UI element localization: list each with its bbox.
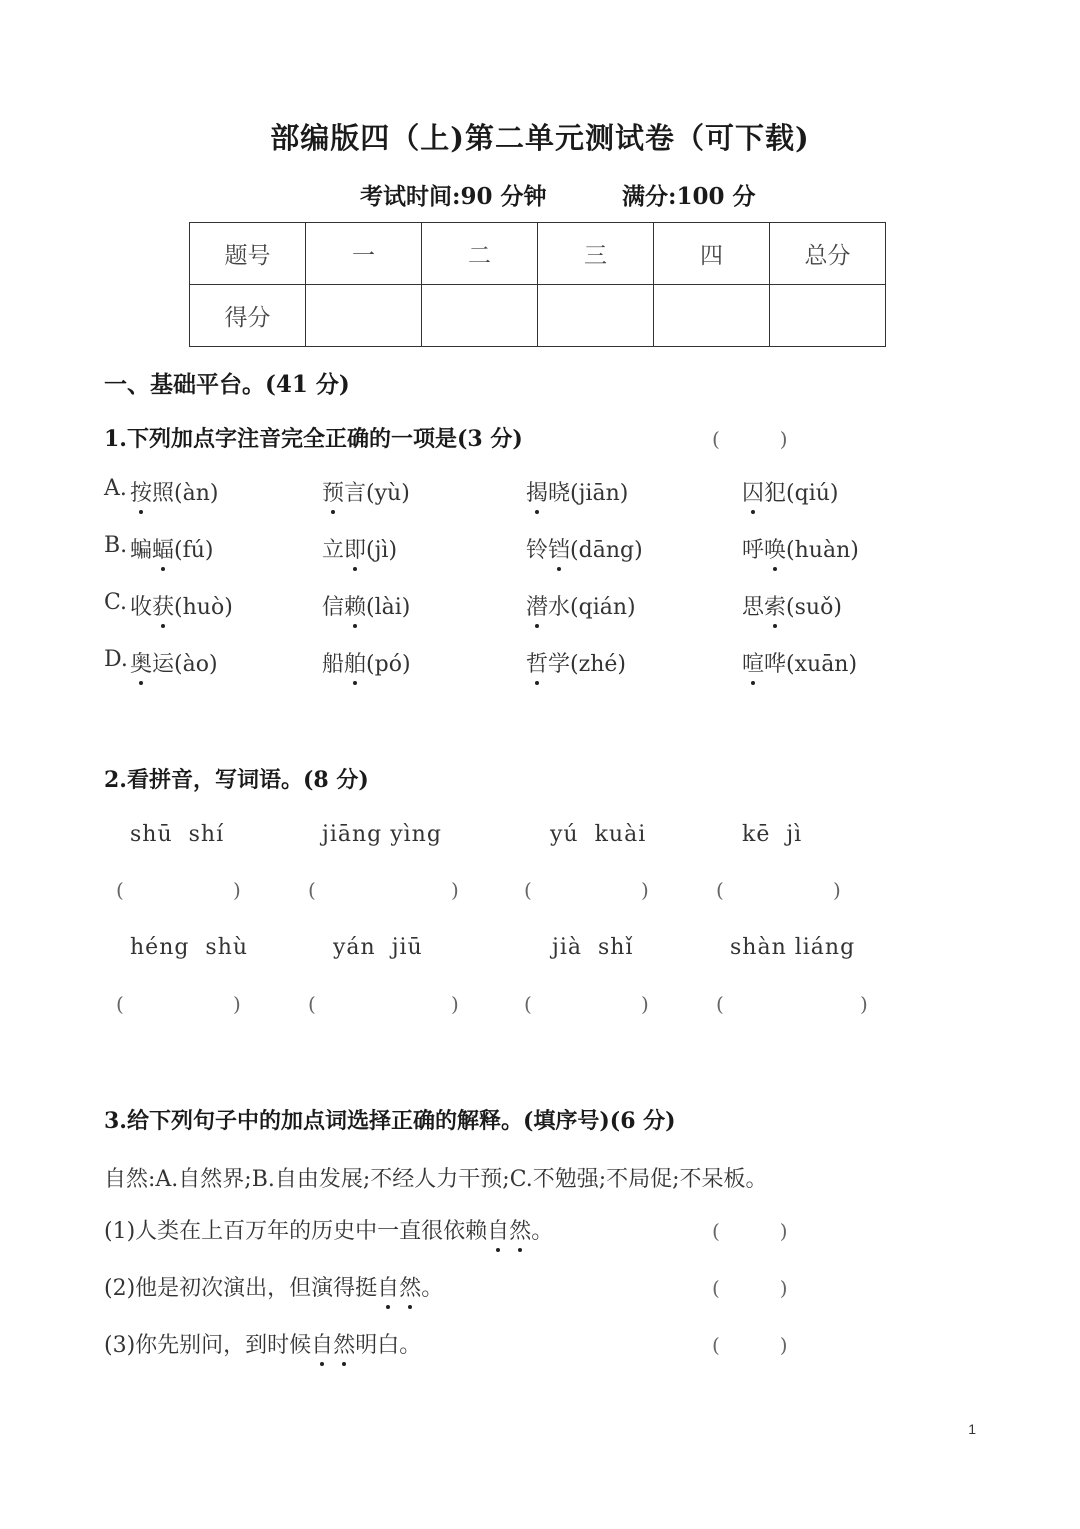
dotted-char: 揭 <box>526 476 548 507</box>
answer-close-paren[interactable]: ) <box>451 992 459 1016</box>
dotted-char: 囚 <box>742 476 764 507</box>
page-title: 部编版四（上)第二单元测试卷（可下载) <box>270 121 810 155</box>
q1-option-word <box>742 590 842 621</box>
q1-option-label: A. <box>104 476 127 501</box>
q1-option-word <box>526 533 643 564</box>
pinyin-annotation: (fú) <box>174 538 214 563</box>
word-char: 犯 <box>764 481 787 506</box>
word-char: 信 <box>322 595 345 620</box>
pinyin-annotation: (suǒ) <box>786 595 842 620</box>
pinyin-word: jià shǐ <box>552 935 634 960</box>
pinyin-annotation: (qiú) <box>786 481 839 506</box>
q1-option-word <box>526 647 626 678</box>
q1-answer-blank[interactable]: ( ) <box>712 427 788 451</box>
q3-answer-blank[interactable]: ( ) <box>712 1219 788 1243</box>
q3-prompt: 3.给下列句子中的加点词选择正确的解释。(填序号)(6 分) <box>104 1108 676 1134</box>
answer-open-paren[interactable]: ( <box>116 878 124 902</box>
answer-close-paren[interactable]: ) <box>641 992 649 1016</box>
dotted-char: 然 <box>333 1328 355 1359</box>
pinyin-annotation: (yù) <box>366 481 410 506</box>
answer-close-paren[interactable]: ) <box>641 878 649 902</box>
score-header-cell: 一 <box>306 223 422 285</box>
q1-option-word <box>130 590 233 621</box>
answer-close-paren[interactable]: ) <box>833 878 841 902</box>
word-char: 学 <box>548 652 571 677</box>
word-char: 哗 <box>764 652 787 677</box>
dotted-char: 按 <box>130 476 152 507</box>
pinyin-annotation: (àn) <box>174 481 219 506</box>
word-char: 晓 <box>548 481 571 506</box>
full-score: 满分:100 分 <box>622 183 756 210</box>
dotted-char: 然 <box>509 1214 531 1245</box>
dotted-char: 铛 <box>548 533 570 564</box>
pinyin-word: héng shù <box>130 935 249 960</box>
q3-answer-blank[interactable]: ( ) <box>712 1333 788 1357</box>
score-table-score-row <box>190 285 886 347</box>
dotted-char: 喧 <box>742 647 764 678</box>
pinyin-annotation: (huàn) <box>786 538 859 563</box>
q3-sentence <box>104 1214 553 1245</box>
q1-option-word <box>130 533 214 564</box>
score-row-label: 得分 <box>190 285 306 347</box>
score-cell[interactable] <box>306 285 422 347</box>
word-char: 思 <box>742 595 765 620</box>
answer-close-paren[interactable]: ) <box>451 878 459 902</box>
pinyin-annotation: (zhé) <box>570 652 626 677</box>
q1-option-word <box>322 647 411 678</box>
pinyin-word: shàn liáng <box>730 935 856 960</box>
dotted-char: 哲 <box>526 647 548 678</box>
q2-prompt: 2.看拼音，写词语。(8 分) <box>104 767 369 793</box>
pinyin-annotation: (qián) <box>570 595 636 620</box>
q1-option-word <box>322 590 410 621</box>
score-table <box>189 222 886 347</box>
q1-option-label: D. <box>104 647 128 672</box>
score-header-cell: 三 <box>538 223 654 285</box>
q1-prompt: 1.下列加点字注音完全正确的一项是(3 分) <box>104 426 523 452</box>
word-char: 船 <box>322 652 345 677</box>
pinyin-word: shū shí <box>130 822 225 847</box>
pinyin-annotation: (lài) <box>366 595 411 620</box>
pinyin-annotation: (huò) <box>174 595 233 620</box>
answer-open-paren[interactable]: ( <box>524 878 532 902</box>
score-cell[interactable] <box>654 285 770 347</box>
dotted-char: 获 <box>152 590 174 621</box>
pinyin-annotation: (pó) <box>366 652 411 677</box>
pinyin-word: yú kuài <box>550 822 647 847</box>
q1-option-word <box>742 476 839 507</box>
q1-option-word <box>130 647 218 678</box>
pinyin-annotation: (jiān) <box>570 481 629 506</box>
pinyin-annotation: (dāng) <box>570 538 643 563</box>
sentence-text: (2)他是初次演出，但演得挺 <box>104 1276 378 1301</box>
score-header-cell: 二 <box>422 223 538 285</box>
sentence-text: (3)你先别问，到时候 <box>104 1333 312 1358</box>
answer-open-paren[interactable]: ( <box>308 992 316 1016</box>
dotted-char: 唤 <box>764 533 786 564</box>
answer-open-paren[interactable]: ( <box>524 992 532 1016</box>
dotted-char: 舶 <box>344 647 366 678</box>
answer-open-paren[interactable]: ( <box>116 992 124 1016</box>
dotted-char: 索 <box>764 590 786 621</box>
q3-sentence <box>104 1328 421 1359</box>
dotted-char: 然 <box>399 1271 421 1302</box>
word-char: 立 <box>322 538 345 563</box>
pinyin-word: yán jiū <box>333 935 423 960</box>
sentence-text: 明白。 <box>355 1333 422 1358</box>
score-cell[interactable] <box>538 285 654 347</box>
q3-definition: 自然:A.自然界;B.自由发展;不经人力干预;C.不勉强;不局促;不呆板。 <box>104 1167 768 1192</box>
pinyin-annotation: (jì) <box>366 538 398 563</box>
dotted-char: 自 <box>487 1214 509 1245</box>
pinyin-word: kē jì <box>742 822 803 847</box>
answer-open-paren[interactable]: ( <box>716 878 724 902</box>
dotted-char: 自 <box>311 1328 333 1359</box>
q1-option-word <box>322 533 397 564</box>
word-char: 照 <box>152 481 175 506</box>
word-char: 呼 <box>742 538 765 563</box>
answer-open-paren[interactable]: ( <box>308 878 316 902</box>
answer-close-paren[interactable]: ) <box>860 992 868 1016</box>
pinyin-word: jiāng yìng <box>322 822 442 847</box>
score-table-header-row <box>190 223 886 285</box>
q1-option-word <box>322 476 410 507</box>
dotted-char: 即 <box>344 533 366 564</box>
dotted-char: 奥 <box>130 647 152 678</box>
q1-option-word <box>742 533 859 564</box>
page-number: 1 <box>968 1421 976 1437</box>
dotted-char: 蝠 <box>152 533 174 564</box>
word-char: 言 <box>344 481 367 506</box>
score-header-cell: 总分 <box>770 223 886 285</box>
q3-answer-blank[interactable]: ( ) <box>712 1276 788 1300</box>
pinyin-annotation: (ào) <box>174 652 218 677</box>
dotted-char: 自 <box>377 1271 399 1302</box>
score-cell[interactable] <box>770 285 886 347</box>
word-char: 铃 <box>526 538 549 563</box>
answer-open-paren[interactable]: ( <box>716 992 724 1016</box>
section1-heading: 一、基础平台。(41 分) <box>104 371 350 398</box>
sentence-text: 。 <box>531 1219 554 1244</box>
score-cell[interactable] <box>422 285 538 347</box>
dotted-char: 预 <box>322 476 344 507</box>
answer-close-paren[interactable]: ) <box>233 992 241 1016</box>
pinyin-annotation: (xuān) <box>786 652 858 677</box>
q1-option-label: C. <box>104 590 128 615</box>
word-char: 收 <box>130 595 153 620</box>
sentence-text: (1)人类在上百万年的历史中一直很依赖 <box>104 1219 488 1244</box>
dotted-char: 潜 <box>526 590 548 621</box>
sentence-text: 。 <box>421 1276 444 1301</box>
score-header-cell: 四 <box>654 223 770 285</box>
q1-option-word <box>130 476 218 507</box>
q1-option-word <box>526 476 628 507</box>
word-char: 水 <box>548 595 571 620</box>
word-char: 蝙 <box>130 538 153 563</box>
q1-option-word <box>526 590 636 621</box>
word-char: 运 <box>152 652 175 677</box>
q1-option-label: B. <box>104 533 128 558</box>
score-header-cell: 题号 <box>190 223 306 285</box>
q1-option-word <box>742 647 857 678</box>
dotted-char: 赖 <box>344 590 366 621</box>
answer-close-paren[interactable]: ) <box>233 878 241 902</box>
q3-sentence <box>104 1271 443 1302</box>
exam-time: 考试时间:90 分钟 <box>360 183 547 210</box>
